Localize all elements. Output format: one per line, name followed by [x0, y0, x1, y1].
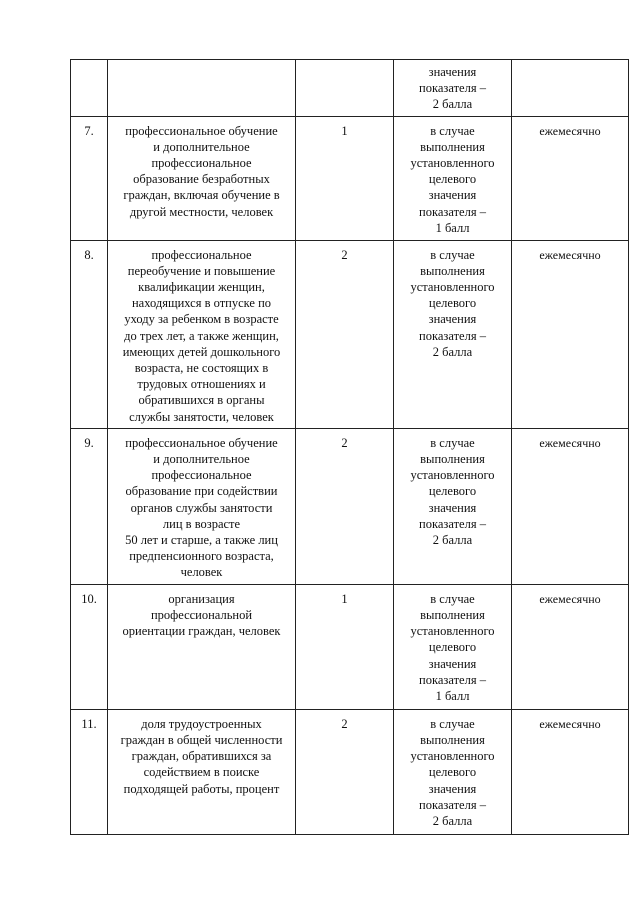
indicators-table [70, 59, 629, 835]
points-cell: 2 [296, 240, 394, 428]
table-row [71, 709, 629, 834]
indicator-cell: доля трудоустроенных граждан в общей численности граждан, обратившихся за содействием в поиске подходящей работы, процент [108, 709, 296, 834]
row-number-cell: 7. [71, 116, 108, 240]
table-row [71, 584, 629, 709]
table-row [71, 116, 629, 240]
indicator-cell: профессиональное переобучение и повышение квалификации женщин, находящихся в отпуске по уходу за ребенком в возрасте до трех лет, а также женщин, имеющих детей дошкольного возраста, не состоящих в трудовых отношениях и обратившихся в органы службы занятости, человек [108, 240, 296, 428]
period-cell: ежемесячно [512, 240, 629, 428]
points-cell [296, 60, 394, 117]
indicator-cell: профессиональное обучение и дополнительное профессиональное образование безработных граждан, включая обучение в другой местности, человек [108, 116, 296, 240]
period-cell: ежемесячно [512, 428, 629, 584]
table-row [71, 428, 629, 584]
row-number-cell: 8. [71, 240, 108, 428]
indicator-cell: организация профессиональной ориентации граждан, человек [108, 584, 296, 709]
condition-cell: в случае выполнения установленного целевого значения показателя – 2 балла [394, 240, 512, 428]
row-number-cell: 11. [71, 709, 108, 834]
indicator-cell [108, 60, 296, 117]
row-number-cell [71, 60, 108, 117]
points-cell: 1 [296, 116, 394, 240]
period-cell: ежемесячно [512, 709, 629, 834]
period-cell: ежемесячно [512, 584, 629, 709]
period-cell [512, 60, 629, 117]
points-cell: 1 [296, 584, 394, 709]
points-cell: 2 [296, 428, 394, 584]
points-cell: 2 [296, 709, 394, 834]
row-number-cell: 9. [71, 428, 108, 584]
table-row [71, 240, 629, 428]
condition-cell: в случае выполнения установленного целевого значения показателя – 1 балл [394, 116, 512, 240]
condition-cell: значения показателя – 2 балла [394, 60, 512, 117]
period-cell: ежемесячно [512, 116, 629, 240]
row-number-cell: 10. [71, 584, 108, 709]
condition-cell: в случае выполнения установленного целевого значения показателя – 2 балла [394, 709, 512, 834]
condition-cell: в случае выполнения установленного целевого значения показателя – 2 балла [394, 428, 512, 584]
condition-cell: в случае выполнения установленного целевого значения показателя – 1 балл [394, 584, 512, 709]
indicator-cell: профессиональное обучение и дополнительное профессиональное образование при содействии органов службы занятости лиц в возрасте 50 лет и старше, а также лиц предпенсионного возраста, человек [108, 428, 296, 584]
table-row [71, 60, 629, 117]
